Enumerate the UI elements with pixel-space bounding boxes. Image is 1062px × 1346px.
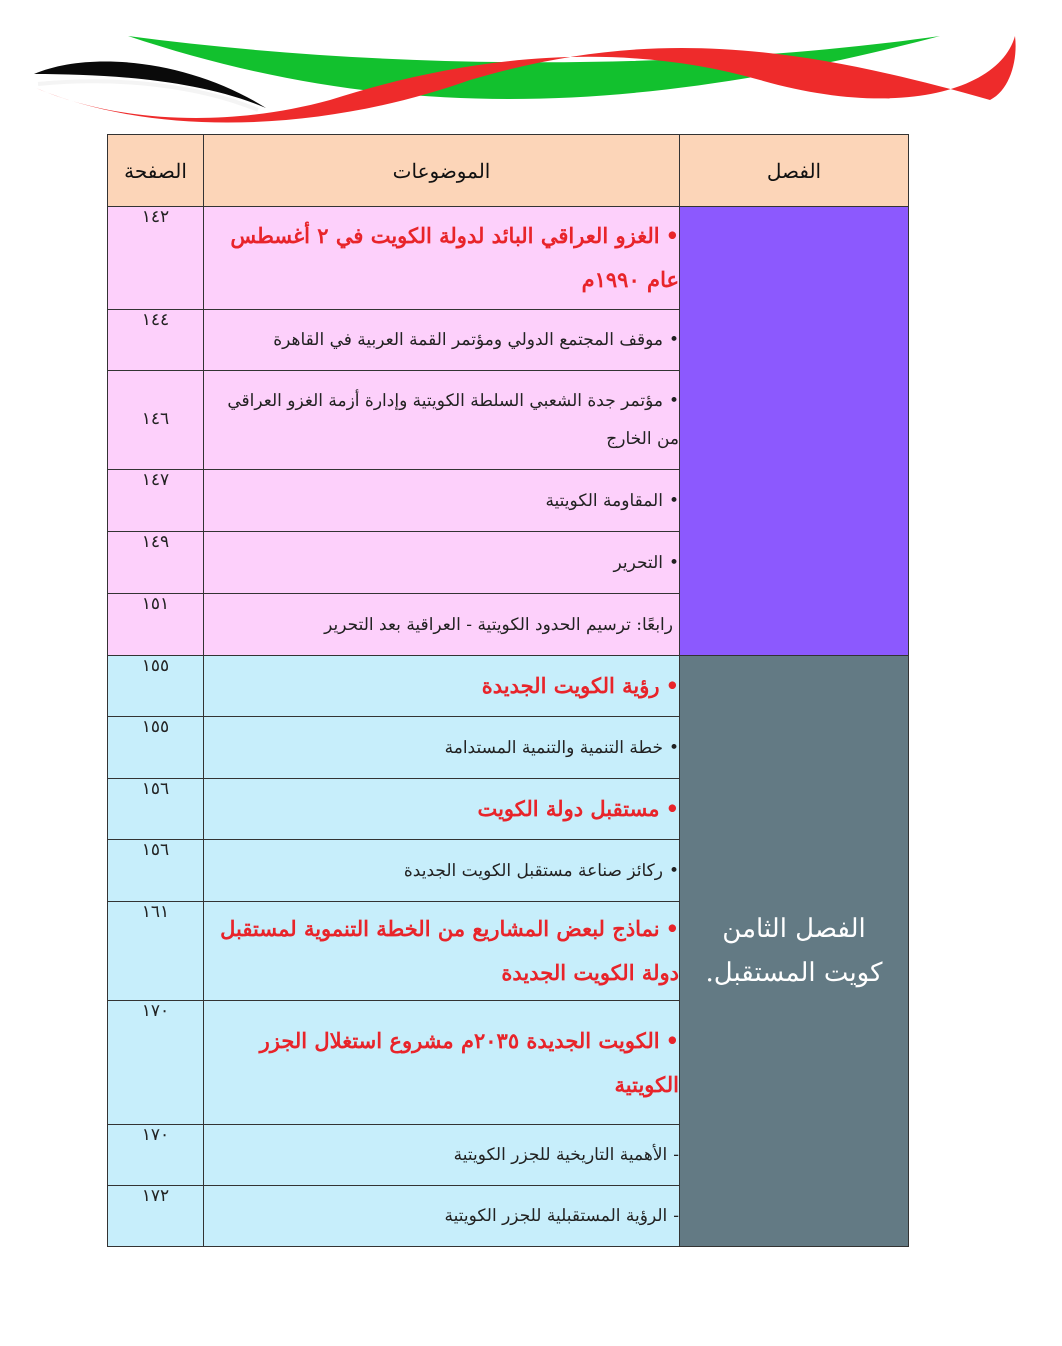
- chapter-title: الفصل الثامن: [722, 914, 866, 944]
- bullet-icon: •: [665, 796, 679, 821]
- page-number: ١٤٤: [108, 310, 204, 371]
- topic-cell: [204, 470, 680, 532]
- topic-text: ركائز صناعة مستقبل الكويت الجديدة: [403, 860, 663, 881]
- page-number: ١٥٦: [108, 840, 204, 902]
- bullet-icon: •: [668, 490, 679, 511]
- page-number: ١٥١: [108, 594, 204, 656]
- page-number: ١٤٩: [108, 532, 204, 594]
- topic-cell: [204, 1001, 680, 1125]
- topic-text: رابعًا: ترسيم الحدود الكويتية - العراقية بعد التحرير: [324, 614, 673, 635]
- table-row: [108, 656, 909, 717]
- bullet-icon: •: [668, 552, 679, 573]
- topic-cell: [204, 371, 680, 470]
- page-number: ١٦١: [108, 902, 204, 1001]
- flag-ribbon-banner: [0, 0, 1062, 130]
- topic-text: الأهمية التاريخية للجزر الكويتية: [453, 1145, 668, 1165]
- topic-cell: [204, 207, 680, 310]
- topic-text: مستقبل دولة الكويت: [477, 796, 660, 821]
- topic-text: نماذج لبعض المشاريع من الخطة التنموية لمستقبل دولة الكويت الجديدة: [220, 916, 679, 985]
- topic-cell: [204, 594, 680, 656]
- header-row: [108, 135, 909, 207]
- page-number: ١٤٢: [108, 207, 204, 310]
- topic-text: المقاومة الكويتية: [545, 490, 663, 511]
- topic-cell: [204, 532, 680, 594]
- dash-icon: -: [673, 1145, 679, 1165]
- page-number: ١٧٠: [108, 1125, 204, 1186]
- page-number: ١٤٦: [108, 371, 204, 470]
- topic-text: الرؤية المستقبلية للجزر الكويتية: [444, 1206, 668, 1226]
- bullet-icon: •: [668, 860, 679, 881]
- topic-cell: [204, 1125, 680, 1186]
- bullet-icon: •: [668, 391, 679, 411]
- header-chapter: الفصل: [680, 135, 909, 207]
- topic-cell: [204, 310, 680, 371]
- chapter-cell-purple: [680, 207, 909, 656]
- page-number: ١٥٦: [108, 779, 204, 840]
- page-number: ١٧٢: [108, 1186, 204, 1247]
- header-page: الصفحة: [108, 135, 204, 207]
- bullet-icon: •: [668, 330, 679, 350]
- topic-text: مؤتمر جدة الشعبي السلطة الكويتية وإدارة أزمة الغزو العراقي من الخارج: [227, 391, 679, 449]
- topic-text: خطة التنمية والتنمية المستدامة: [444, 737, 663, 758]
- white-ribbon-edge: [38, 81, 258, 110]
- topic-text: التحرير: [613, 552, 663, 573]
- topic-text: الغزو العراقي البائد لدولة الكويت في ٢ أغسطس عام ١٩٩٠م: [230, 223, 679, 292]
- topic-cell: [204, 656, 680, 717]
- dash-icon: -: [673, 1206, 679, 1226]
- topic-cell: [204, 1186, 680, 1247]
- topic-cell: [204, 902, 680, 1001]
- bullet-icon: •: [668, 737, 679, 758]
- chapter-cell-slate: [680, 656, 909, 1247]
- chapter-subtitle: كويت المستقبل.: [705, 958, 883, 988]
- header-topics: الموضوعات: [204, 135, 680, 207]
- contents-table: [107, 134, 909, 1247]
- topic-text: الكويت الجديدة ٢٠٣٥م مشروع استغلال الجزر الكويتية: [259, 1027, 679, 1097]
- topic-cell: [204, 779, 680, 840]
- page-number: ١٥٥: [108, 717, 204, 779]
- topic-text: موقف المجتمع الدولي ومؤتمر القمة العربية في القاهرة: [273, 330, 663, 350]
- bullet-icon: •: [665, 916, 679, 941]
- page-number: ١٧٠: [108, 1001, 204, 1125]
- topic-cell: [204, 717, 680, 779]
- bullet-icon: •: [665, 673, 679, 698]
- page-number: ١٤٧: [108, 470, 204, 532]
- table-row: [108, 207, 909, 310]
- topic-text: رؤية الكويت الجديدة: [481, 673, 660, 698]
- bullet-icon: •: [665, 1027, 679, 1053]
- bullet-icon: •: [665, 223, 679, 248]
- topic-cell: [204, 840, 680, 902]
- page-number: ١٥٥: [108, 656, 204, 717]
